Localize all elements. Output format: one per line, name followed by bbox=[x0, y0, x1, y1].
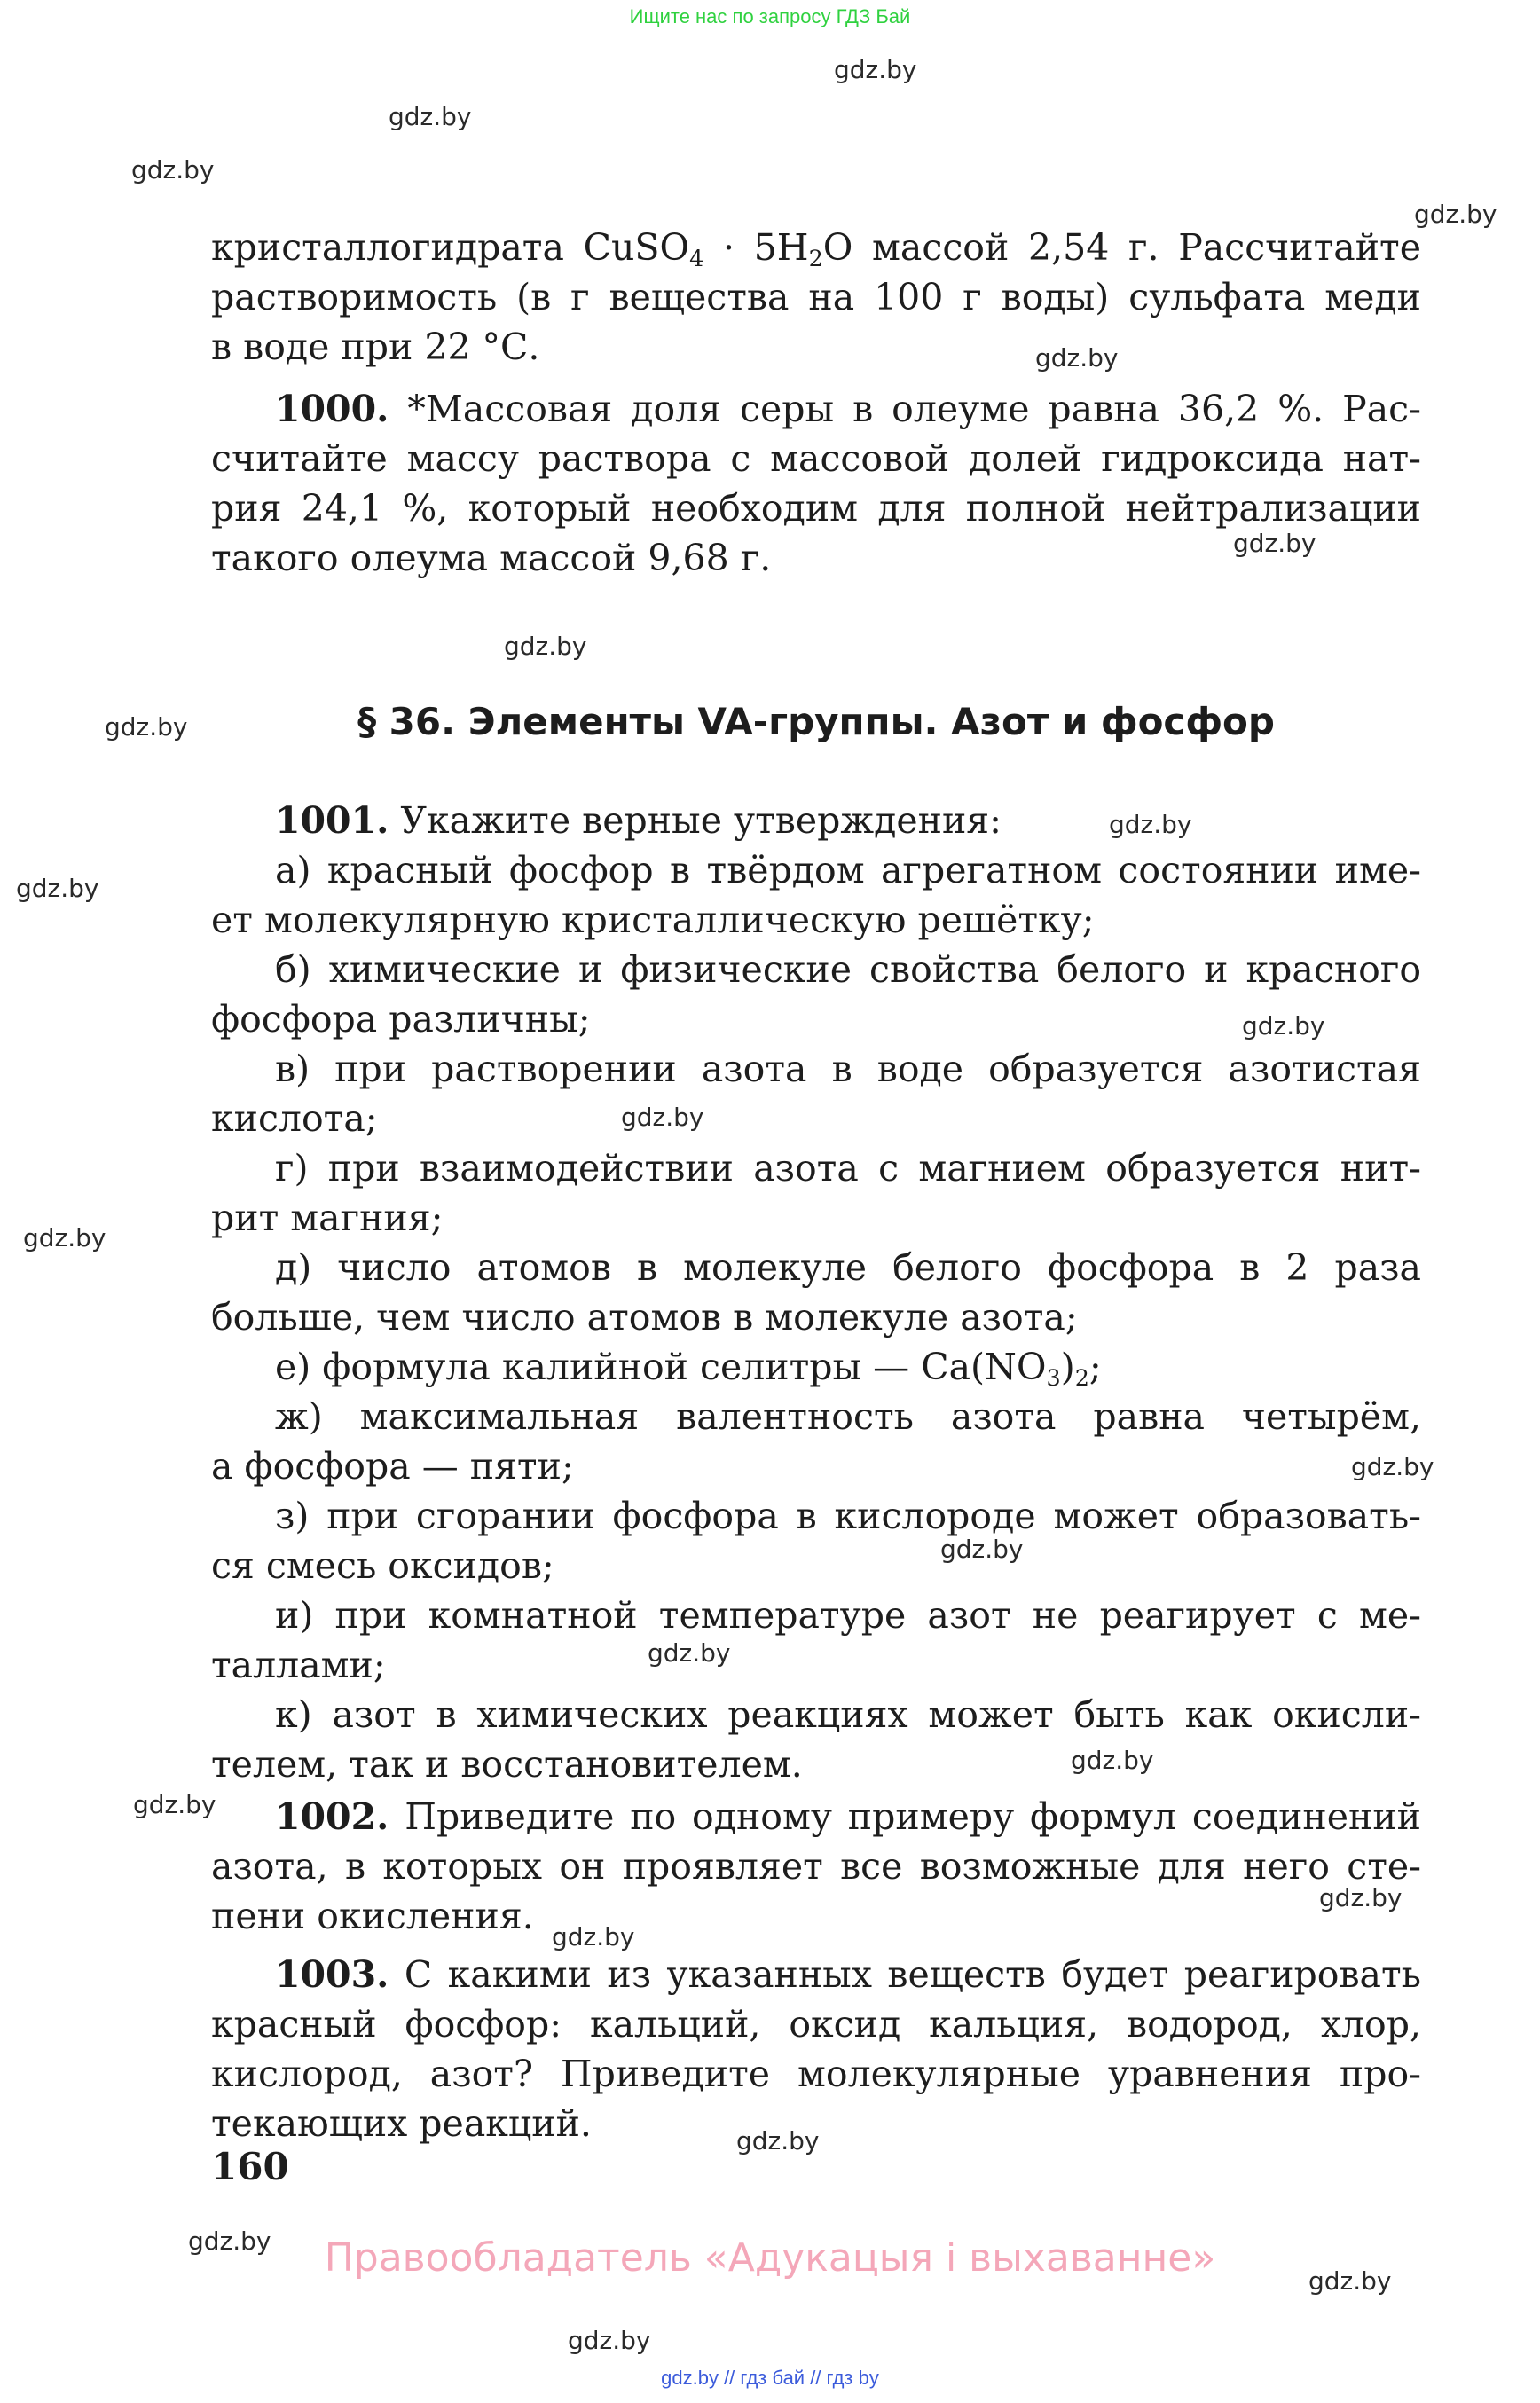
watermark: gdz.by bbox=[736, 2126, 820, 2156]
option-zh: ж) максимальная валентность азота равна четырём, bbox=[275, 1395, 1421, 1438]
problem-number: 1003. bbox=[275, 1953, 389, 1996]
watermark: gdz.by bbox=[1242, 1011, 1325, 1041]
watermark: gdz.by bbox=[648, 1638, 731, 1668]
watermark: gdz.by bbox=[1351, 1452, 1434, 1481]
watermark: gdz.by bbox=[834, 55, 917, 84]
option-v-cont: кислота; bbox=[211, 1097, 378, 1140]
problem-1002-line: 1002. Приведите по одному примеру формул соединений bbox=[275, 1795, 1421, 1838]
option-d-cont: больше, чем число атомов в молекуле азота; bbox=[211, 1296, 1078, 1339]
watermark: gdz.by bbox=[1109, 810, 1192, 839]
problem-1000-line: 1000. *Массовая доля серы в олеуме равна 36,2 %. Рас- bbox=[275, 388, 1421, 430]
problem-number: 1002. bbox=[275, 1795, 389, 1838]
watermark: gdz.by bbox=[133, 1790, 216, 1819]
option-v: в) при растворении азота в воде образуется азотистая bbox=[275, 1048, 1421, 1090]
watermark: gdz.by bbox=[105, 712, 188, 742]
text-line: такого олеума массой 9,68 г. bbox=[211, 537, 772, 579]
problem-number: 1000. bbox=[275, 388, 389, 430]
option-z: з) при сгорании фосфора в кислороде может образовать- bbox=[275, 1495, 1421, 1537]
text-line: в воде при 22 °С. bbox=[211, 326, 540, 368]
watermark: gdz.by bbox=[1233, 529, 1316, 558]
text-line: азота, в которых он проявляет все возможные для него сте- bbox=[211, 1845, 1421, 1888]
section-title: § 36. Элементы VA-группы. Азот и фосфор bbox=[358, 700, 1275, 743]
watermark: gdz.by bbox=[504, 632, 587, 661]
text-line: рия 24,1 %, который необходим для полной нейтрализации bbox=[211, 487, 1421, 530]
watermark: gdz.by bbox=[16, 874, 99, 903]
page-number: 160 bbox=[211, 2145, 289, 2188]
problem-1003-line: 1003. С какими из указанных веществ будет реагировать bbox=[275, 1953, 1421, 1996]
text-line: красный фосфор: кальций, оксид кальция, водород, хлор, bbox=[211, 2003, 1421, 2046]
problem-1001-lead: 1001. Укажите верные утверждения: bbox=[275, 799, 1002, 842]
option-d: д) число атомов в молекуле белого фосфора в 2 раза bbox=[275, 1246, 1421, 1289]
problem-number: 1001. bbox=[275, 799, 389, 842]
text-line: пени окисления. bbox=[211, 1895, 534, 1937]
watermark: gdz.by bbox=[621, 1103, 704, 1132]
watermark: gdz.by bbox=[131, 155, 215, 185]
option-z-cont: ся смесь оксидов; bbox=[211, 1544, 554, 1587]
watermark: gdz.by bbox=[1319, 1883, 1402, 1912]
bottom-banner[interactable]: gdz.by // гдз бай // гдз by bbox=[661, 2367, 879, 2389]
option-g-cont: рит магния; bbox=[211, 1197, 444, 1239]
option-zh-cont: а фосфора — пяти; bbox=[211, 1445, 574, 1488]
watermark: gdz.by bbox=[1035, 343, 1119, 373]
option-a: а) красный фосфор в твёрдом агрегатном состоянии име- bbox=[275, 849, 1421, 891]
option-k-cont: телем, так и восстановителем. bbox=[211, 1743, 803, 1786]
watermark: gdz.by bbox=[568, 2326, 651, 2355]
watermark: gdz.by bbox=[1414, 200, 1497, 229]
watermark: gdz.by bbox=[552, 1922, 635, 1951]
watermark: gdz.by bbox=[1308, 2266, 1392, 2296]
text-line: текающих реакций. bbox=[211, 2102, 592, 2145]
option-g: г) при взаимодействии азота с магнием образуется нит- bbox=[275, 1147, 1421, 1190]
text-line: растворимость (в г вещества на 100 г воды) сульфата меди bbox=[211, 276, 1421, 318]
copyright-notice: Правообладатель «Адукацыя і выхаванне» bbox=[324, 2235, 1216, 2281]
text-line: считайте массу раствора с массовой долей гидроксида нат- bbox=[211, 437, 1421, 480]
option-e: е) формула калийной селитры — $Ca(NO_3)_2$; bbox=[275, 1346, 1102, 1392]
option-a-cont: ет молекулярную кристаллическую решётку; bbox=[211, 899, 1095, 941]
watermark: gdz.by bbox=[940, 1535, 1024, 1564]
option-k: к) азот в химических реакциях может быть как окисли- bbox=[275, 1693, 1421, 1736]
option-b-cont: фосфора различны; bbox=[211, 998, 591, 1041]
watermark: gdz.by bbox=[188, 2226, 271, 2256]
text-line-cuso4: кристаллогидрата CuSO$_4$ · $5H_2O$ массой 2,54 г. Рассчитайте bbox=[211, 226, 1421, 272]
watermark: gdz.by bbox=[23, 1223, 106, 1253]
watermark: gdz.by bbox=[389, 102, 472, 131]
option-b: б) химические и физические свойства белого и красного bbox=[275, 948, 1421, 991]
watermark: gdz.by bbox=[1071, 1746, 1154, 1775]
option-i: и) при комнатной температуре азот не реагирует с ме- bbox=[275, 1594, 1421, 1637]
option-i-cont: таллами; bbox=[211, 1644, 386, 1686]
top-banner[interactable]: Ищите нас по запросу ГДЗ Бай bbox=[629, 5, 911, 27]
text-line: кислород, азот? Приведите молекулярные уравнения про- bbox=[211, 2053, 1421, 2095]
